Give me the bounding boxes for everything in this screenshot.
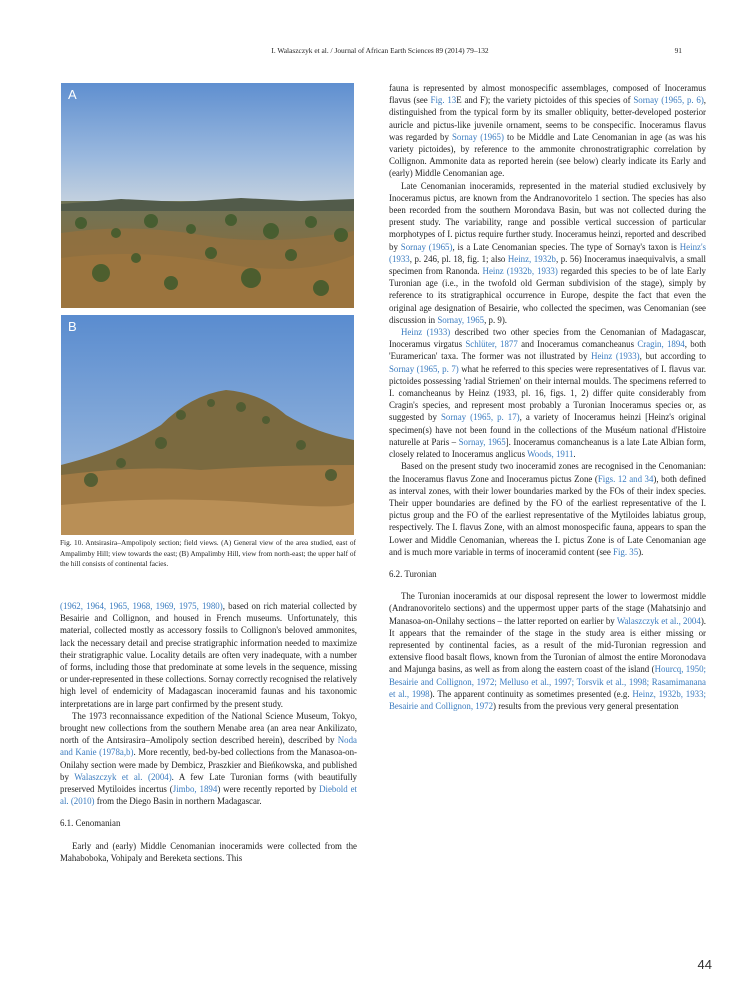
citation-link[interactable]: Cragin, 1894 (637, 339, 685, 350)
citation-link[interactable]: Woods, 1911 (527, 449, 574, 460)
citation-link[interactable]: Sornay, 1965 (458, 436, 506, 447)
text-run: , p. 9). (484, 314, 508, 325)
text-run: ) were recently reported by (217, 784, 320, 795)
paragraph (389, 180, 706, 326)
citation-link[interactable]: Sornay (1965) (400, 241, 453, 252)
text-run: , p. 56) Inoceramus inaequivalvis, a small specimen from Ranonda. (389, 253, 706, 277)
text-run: , is a Late Cenomanian species. The type of Sornay's taxon is (452, 241, 680, 252)
text-run: Late Cenomanian inoceramids, represented in the material studied exclusively by Inoceramus pictus, are known from the Andranovoritelo 1 section. The species has also been recorded from the southern Morondava Basin, but was not collected during the present study. The variability, range and possible vertical succession of particular morphotypes of I. pictus require further study. Inoceramus heinzi, reported and described by (389, 180, 706, 252)
running-header (60, 46, 700, 60)
figure-link[interactable]: Fig. 35 (613, 546, 639, 557)
citation-link[interactable]: Sornay, 1965 (437, 314, 485, 325)
paragraph: Early and (early) Middle Cenomanian inoceramids were collected from the Mahaboboka, Vohipaly and Bereketa sections. This (60, 840, 357, 863)
citation-link[interactable]: Noda and Kanie (1978a,b) (60, 735, 357, 758)
page-number: 91 (674, 46, 682, 55)
citation-link[interactable]: Sornay (1965) (452, 131, 504, 142)
citation-link[interactable]: Heinz (1933) (401, 327, 451, 338)
paragraph (389, 590, 706, 712)
text-run: ). (638, 546, 644, 557)
paragraph (389, 460, 706, 558)
text-run: fauna is represented by almost monospecific assemblages, composed of Inoceramus flavus (see (389, 83, 706, 106)
paragraph (60, 600, 357, 710)
text-run: ), both defined as interval zones, with their lower boundaries marked by the FOs of their index species. Their upper boundaries are defined by the FO of the earliest representative of the I. pictus group and the FO of the earliest representative of the Mytiloides labiatus group, respectively. The I. flavus Zone, with an almost monospecific fauna, appears to span the Lower and Middle Cenomanian, whereas the I. pictus Zone is of Late Cenomanian age and is much more variable in terms of inoceramid content (see (389, 473, 706, 557)
text-run: from the Diego Basin in northern Madagascar. (94, 796, 262, 807)
text-run: , p. 246, pl. 18, fig. 1; also (409, 253, 508, 264)
citation-link[interactable]: Schlüter, 1877 (465, 339, 518, 350)
figure-link[interactable]: Figs. 12 and 34 (597, 473, 654, 484)
citation-link[interactable]: Sornay (1965, p. 6) (633, 95, 704, 106)
text-run: ). The apparent continuity as sometimes presented (e.g. (429, 688, 633, 699)
left-column (60, 600, 357, 864)
text-run: , a variety of Inoceramus heinzi [Heinz's original specimen(s) have not been found in the collections of the Muséum national d'Histoire naturelle at Paris – (389, 412, 706, 447)
citation-link[interactable]: Heinz (1933) (591, 351, 640, 362)
citation-link[interactable]: Sornay (1965, p. 17) (440, 412, 520, 423)
figure-photo-b (61, 315, 354, 535)
citation-link[interactable]: Heinz, 1932b, 1933; Besairie and Collignon, 1972 (389, 688, 706, 711)
text-run: Based on the present study two inoceramid zones are recognised in the Cenomanian: the Inoceramus flavus Zone and Inoceramus pictus Zone ( (389, 461, 706, 484)
citation-link[interactable]: Walaszczyk et al. (2004) (74, 771, 172, 782)
citation-link[interactable]: (1962, 1964, 1965, 1968, 1969, 1975, 1980) (60, 601, 223, 611)
sheet-number: 44 (697, 957, 712, 972)
citation-link[interactable]: Heinz's (1933 (389, 241, 706, 264)
text-run: ). It appears that the remainder of the stage in the study area is either missing or represented by continental facies, as a result of the mid-Turonian regression and extensive flood basalt flows, known from the Turonian of almost the entire Moronodava and Majunga basins, as well as from along the eastern coast of the island ( (389, 615, 706, 675)
citation-link[interactable]: Heinz (1932b, 1933) (482, 266, 558, 277)
citation-link[interactable]: Heinz, 1932b (507, 253, 556, 264)
paragraph (389, 326, 706, 460)
text-run: regarded this species to be of late Early Turonian age (i.e., in the twofold old German subdivision of the stage), simply by reference to its stratigraphical occurrence in Europe, despite the fact that even the original age designation of Besairie, who collected the specimen, was Cenomanian (see discussion in (389, 266, 706, 325)
text-run: The 1973 reconnaissance expedition of the National Science Museum, Tokyo, brought new collections from the southern Menabe area (an area near Ankilizato, north of the Antsirasira–Amolipoly section described herein), described by (60, 710, 357, 746)
text-run: . A few Late Turonian forms (with beautifully preserved Mytiloides incertus ( (60, 771, 357, 795)
citation-link[interactable]: Jimbo, 1894 (172, 784, 218, 795)
right-column (389, 82, 706, 712)
journal-citation: I. Walaszczyk et al. / Journal of African Earth Sciences 89 (2014) 79–132 (271, 46, 489, 55)
text-run: , both 'Euramerican' taxa. The former was not illustrated by (389, 339, 706, 362)
citation-link[interactable]: Walaszczyk et al., 2004 (616, 615, 701, 626)
paragraph (60, 710, 357, 808)
citation-link[interactable]: Diebold et al. (2010) (60, 784, 357, 807)
figure-caption: Fig. 10. Antsirasira–Ampolipoly section; field views. (A) General view of the area studied, east of Ampalimby Hill; view towards the east; (B) Ampalimby Hill, view from north-east; the upper half of the hill consists of continental facies. (60, 538, 356, 569)
text-run: , but according to (639, 351, 707, 362)
text-run: , distinguished from the typical form by its smaller obliquity, better-developed posterior auricle and pictus-like juvenile ornament, seems to be conspecific. Inoceramus flavus was regarded by (389, 95, 706, 142)
text-run: and Inoceramus comancheanus (517, 339, 638, 350)
citation-link[interactable]: Hourcq, 1950; Besairie and Collignon, 1972; Melluso et al., 1997; Torsvik et al., 1998; Rasamimanana et al., 1998 (389, 664, 706, 699)
section-heading: 6.2. Turonian (389, 568, 437, 579)
text-run: . (573, 449, 576, 460)
figure-photo-a (61, 83, 354, 308)
text-run: what he referred to this species were representatives of I. flavus var. pictoides possessing 'radial Striemen' on their internal moulds. The specimens referred to I. comancheanus by Heinz (1933, pl. 16, figs. 1, 2) differ quite considerably from Cragin's species, and represent most probably a Turonian Inoceramus species or, as suggested by (389, 363, 707, 423)
panel-label-a: A (68, 87, 77, 102)
text-run: . More recently, bed-by-bed collections from the Manasoa-on-Onilahy section were made by Dembicz, Praszkier and Bieńkowska, and published by (60, 747, 357, 782)
citation-link[interactable]: Sornay (1965, p. 7) (389, 363, 459, 374)
text-run: ]. Inoceramus comancheanus is a late Late Albian form, closely related to Inoceramus anglicus (389, 436, 706, 460)
text-run: to be Middle and Late Cenomanian in age (as was his variety pictoides), by reference to the ammonite chronostratigraphic correlation by Collignon. Ammonite data as reported herein (see below) clearly indicate its Early and (early) Middle Cenomanian age. (389, 131, 706, 179)
paragraph (389, 82, 706, 180)
figure-link[interactable]: Fig. 13 (430, 95, 457, 106)
text-run: E and F); the variety pictoides of this species of (456, 95, 634, 106)
text-run: The Turonian inoceramids at our disposal represent the lower to lowermost middle (Andranovoritelo sections) and the uppermost upper parts of the stage (Mahatsinjo and Manasoa-on-Onilahy sections – the latter reported on earlier by (389, 591, 706, 626)
panel-label-b: B (68, 319, 77, 334)
section-heading: 6.1. Cenomanian (60, 818, 121, 829)
text-run: described two other species from the Cenomanian of Madagascar, Inoceramus virgatus (389, 327, 706, 350)
text-run: , based on rich material collected by Besairie and Collignon, and housed in French museums. Unfortunately, this material, collected mostly as accessory fossils to Collignon's beloved ammonites, lack the necessary detail and precise stratigraphic information needed to maximize their stratigraphic value. Locality details are often very inadequate, with a number of forms, including those that predominate at some levels in the sequence, missing or under-represented in these collections. Sornay correctly recognised the relatively high level of endemicity of Madagascan inoceramid faunas and his taxonomic interpretations are in large part confirmed by the present study. (60, 601, 357, 709)
text-run: ) results from the previous very general presentation (493, 700, 679, 711)
